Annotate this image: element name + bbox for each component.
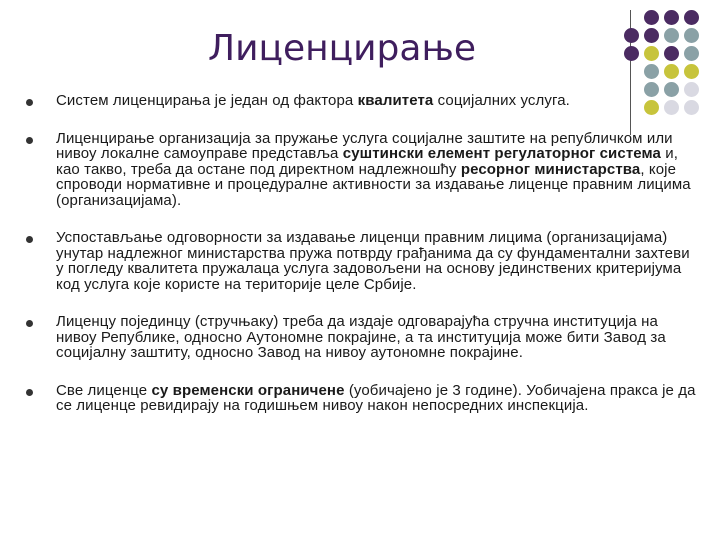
- decor-dot: [664, 10, 679, 25]
- list-item: [26, 131, 696, 209]
- bullet-list: [26, 93, 696, 436]
- decor-dot: [644, 46, 659, 61]
- text-run: Лиценцирање организација за пружање услуга социјалне заштите на републичком или нивоу локалне самоуправе представља: [56, 129, 673, 162]
- slide-title: Лиценцирање: [208, 28, 476, 69]
- list-item: [26, 230, 696, 292]
- bold-text-run: ресорног министарства: [460, 160, 641, 178]
- text-run: Систем лиценцирања је један од фактора: [56, 92, 358, 109]
- bold-text-run: квалитета: [357, 92, 434, 109]
- decor-dot: [664, 28, 679, 43]
- decor-dot: [684, 28, 699, 43]
- list-item-text: [56, 230, 696, 292]
- list-item: [26, 93, 696, 109]
- decor-dot: [684, 10, 699, 25]
- bold-text-run: суштински елемент регулаторног система: [342, 145, 661, 162]
- bullet-icon: [26, 99, 33, 106]
- bullet-icon: [26, 236, 33, 243]
- decor-dot: [624, 28, 639, 43]
- text-run: Лиценцу појединцу (стручњаку) треба да издаје одговарајућа стручна институција на нивоу Републике, односно Аутономне покрајине, а та институција може бити Завод за социјалну заштиту, односно Завод на нивоу аутономне покрајине.: [56, 313, 666, 361]
- decor-dot: [664, 64, 679, 79]
- list-item-text: [56, 131, 696, 209]
- list-item-text: [56, 93, 696, 109]
- decor-dot: [644, 28, 659, 43]
- text-run: и, као такво, треба да остане под директном надлежношћу: [56, 145, 678, 178]
- text-run: (уобичајено је 3 године). Уобичајена пракса је да се лиценце ревидирају на годишњем нивоу након непосредних инспекција.: [56, 381, 696, 414]
- text-run: , које спроводи нормативне и процедуралне активности за издавање лиценце правним лицима (организацијама).: [56, 160, 691, 209]
- list-item: [26, 383, 696, 414]
- text-run: Све лиценце: [56, 381, 152, 399]
- bold-text-run: су временски ограничене: [151, 381, 345, 399]
- decor-dot: [684, 46, 699, 61]
- list-item-text: [56, 383, 696, 414]
- decor-dot: [644, 64, 659, 79]
- decor-dot: [644, 10, 659, 25]
- decor-dot: [664, 46, 679, 61]
- bullet-icon: [26, 389, 33, 396]
- list-item: [26, 314, 696, 361]
- decor-dot: [624, 46, 639, 61]
- text-run: Успостављање одговорности за издавање лиценци правним лицима (организацијама) унутар надлежног министарства пружа потврду грађанима да су фундаментални захтеви у погледу квалитета пружалаца услуга задовољени на основу јединствених критеријума код услуга које користе на територије целе Србије.: [56, 229, 690, 293]
- text-run: социјалних услуга.: [433, 92, 570, 109]
- bullet-icon: [26, 137, 33, 144]
- list-item-text: [56, 314, 696, 361]
- decor-dot: [684, 64, 699, 79]
- bullet-icon: [26, 320, 33, 327]
